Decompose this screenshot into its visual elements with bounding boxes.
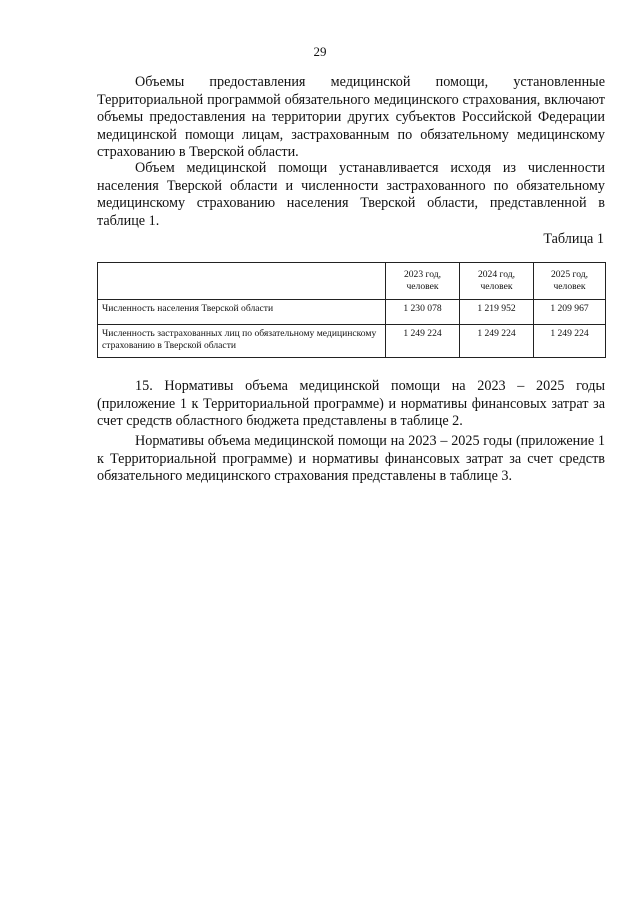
table-cell: 1 249 224 [460, 325, 534, 358]
table-cell: 1 249 224 [386, 325, 460, 358]
population-table [97, 262, 606, 358]
table-row-label: Численность застрахованных лиц по обязательному медицинскому страхованию в Тверской области [98, 325, 386, 358]
table-cell: 1 219 952 [460, 300, 534, 325]
table-header-cell: 2024 год, человек [460, 263, 534, 300]
paragraph-volume-basis: Объем медицинской помощи устанавливается исходя из численности населения Тверской области и численности застрахованного по обязательному медицинскому страхованию населения Тверской области, представленной в таблице 1. [97, 160, 605, 229]
table-row [98, 300, 606, 325]
paragraph-oms-standards: Нормативы объема медицинской помощи на 2023 – 2025 годы (приложение 1 к Территориальной программе) и нормативы финансовых затрат за счет средств обязательного медицинского страхования представлены в таблице 3. [97, 433, 605, 485]
table-header-cell: 2023 год, человек [386, 263, 460, 300]
table-cell: 1 230 078 [386, 300, 460, 325]
table-row-label: Численность населения Тверской области [98, 300, 386, 325]
table-cell: 1 249 224 [534, 325, 606, 358]
page-number: 29 [313, 44, 327, 59]
table-row [98, 325, 606, 358]
table-header-cell: 2025 год, человек [534, 263, 606, 300]
paragraph-item-15: 15. Нормативы объема медицинской помощи на 2023 – 2025 годы (приложение 1 к Территориальной программе) и нормативы финансовых затрат за счет средств областного бюджета представлены в таблице 2. [97, 378, 605, 430]
table-caption: Таблица 1 [543, 231, 604, 247]
paragraph-insured-volumes: Объемы предоставления медицинской помощи, установленные Территориальной программой обязательного медицинского страхования, включают объемы предоставления на территории других субъектов Российской Федерации медицинской помощи лицам, застрахованным по обязательному медицинскому страхованию в Тверской области. [97, 74, 605, 161]
table-header-row [98, 263, 606, 300]
table-header-cell [98, 263, 386, 300]
table-cell: 1 209 967 [534, 300, 606, 325]
